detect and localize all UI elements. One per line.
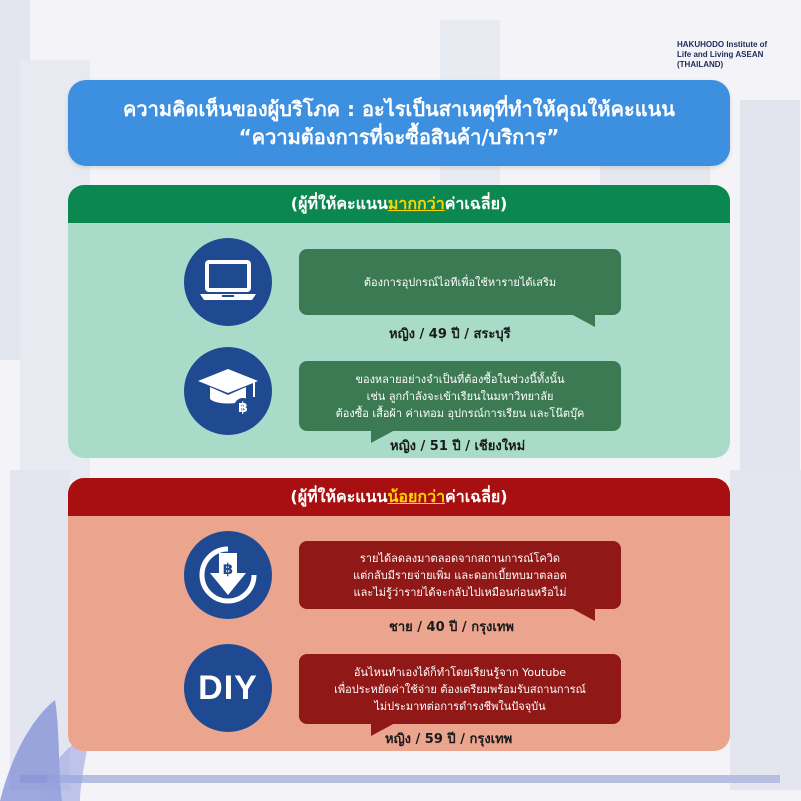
quote-line: เพื่อประหยัดค่าใช้จ่าย ต้องเตรียมพร้อมรับสถานการณ์: [334, 682, 586, 696]
header-suffix: ค่าเฉลี่ย): [444, 193, 508, 213]
quote-bubble-2: [299, 361, 621, 431]
brand-line-2: Life and Living ASEAN: [677, 50, 764, 59]
svg-text:฿: ฿: [238, 400, 248, 416]
graduation-cap-baht-icon: [184, 347, 272, 435]
quote-line: ของหลายอย่างจำเป็นที่ต้องซื้อในช่วงนี้ทั้งนั้น: [355, 372, 565, 386]
quote-author-2: หญิง / 51 ปี / เชียงใหม่: [390, 439, 526, 454]
quote-bubble-1: [299, 249, 621, 315]
header-suffix: ค่าเฉลี่ย): [445, 486, 508, 506]
quote-line: อันไหนทำเองได้ก็ทำโดยเรียนรู้จาก Youtube: [353, 665, 567, 679]
quote-author-4: หญิง / 59 ปี / กรุงเทพ: [385, 732, 513, 747]
quote-line: ไม่ประมาทต่อการดำรงชีพในปัจจุบัน: [374, 699, 546, 713]
header-prefix: (ผู้ที่ให้คะแนน: [290, 486, 388, 506]
quote-line: ต้องการอุปกรณ์ไอทีเพื่อใช้หารายได้เสริม: [363, 275, 557, 289]
page-title: [68, 80, 730, 166]
header-highlight: น้อยกว่า: [387, 486, 446, 506]
header-highlight: มากกว่า: [387, 193, 445, 213]
title-line-2: “ความต้องการที่จะซื้อสินค้า/บริการ”: [238, 125, 560, 149]
quote-line: เช่น ลูกกำลังจะเข้าเรียนในมหาวิทยาลัย: [366, 389, 554, 403]
brand-logo-text: [677, 40, 787, 70]
brand-line-1: HAKUHODO Institute of: [677, 40, 768, 49]
quote-author-3: ชาย / 40 ปี / กรุงเทพ: [389, 620, 514, 635]
diy-icon-text: DIY: [198, 668, 258, 707]
quote-line: รายได้ลดลงมาตลอดจากสถานการณ์โควิด: [359, 551, 561, 565]
below-average-header: [68, 478, 730, 516]
below-average-panel: [68, 478, 730, 751]
brand-line-3: (THAILAND): [677, 60, 724, 69]
header-prefix: (ผู้ที่ให้คะแนน: [290, 193, 388, 213]
quote-bubble-4: [299, 654, 621, 724]
quote-line: และไม่รู้ว่ารายได้จะกลับไปเหมือนก่อนหรือไม่: [353, 585, 567, 599]
quote-line: ต้องซื้อ เสื้อผ้า ค่าเทอม อุปกรณ์การเรียน และโน๊ตบุ๊ค: [335, 406, 585, 420]
quote-line: แต่กลับมีรายจ่ายเพิ่ม และดอกเบี้ยทบมาตลอด: [353, 568, 567, 582]
quote-author-1: หญิง / 49 ปี / สระบุรี: [389, 327, 511, 342]
title-line-1: ความคิดเห็นของผู้บริโภค : อะไรเป็นสาเหตุที่ทำให้คุณให้คะแนน: [123, 97, 675, 121]
laptop-icon: [184, 238, 272, 326]
above-average-header: [68, 185, 730, 223]
diy-icon: [184, 644, 272, 732]
svg-text:฿: ฿: [222, 560, 234, 578]
baht-down-arrow-icon: [184, 531, 272, 619]
above-average-panel: [68, 185, 730, 458]
quote-bubble-3: [299, 541, 621, 609]
